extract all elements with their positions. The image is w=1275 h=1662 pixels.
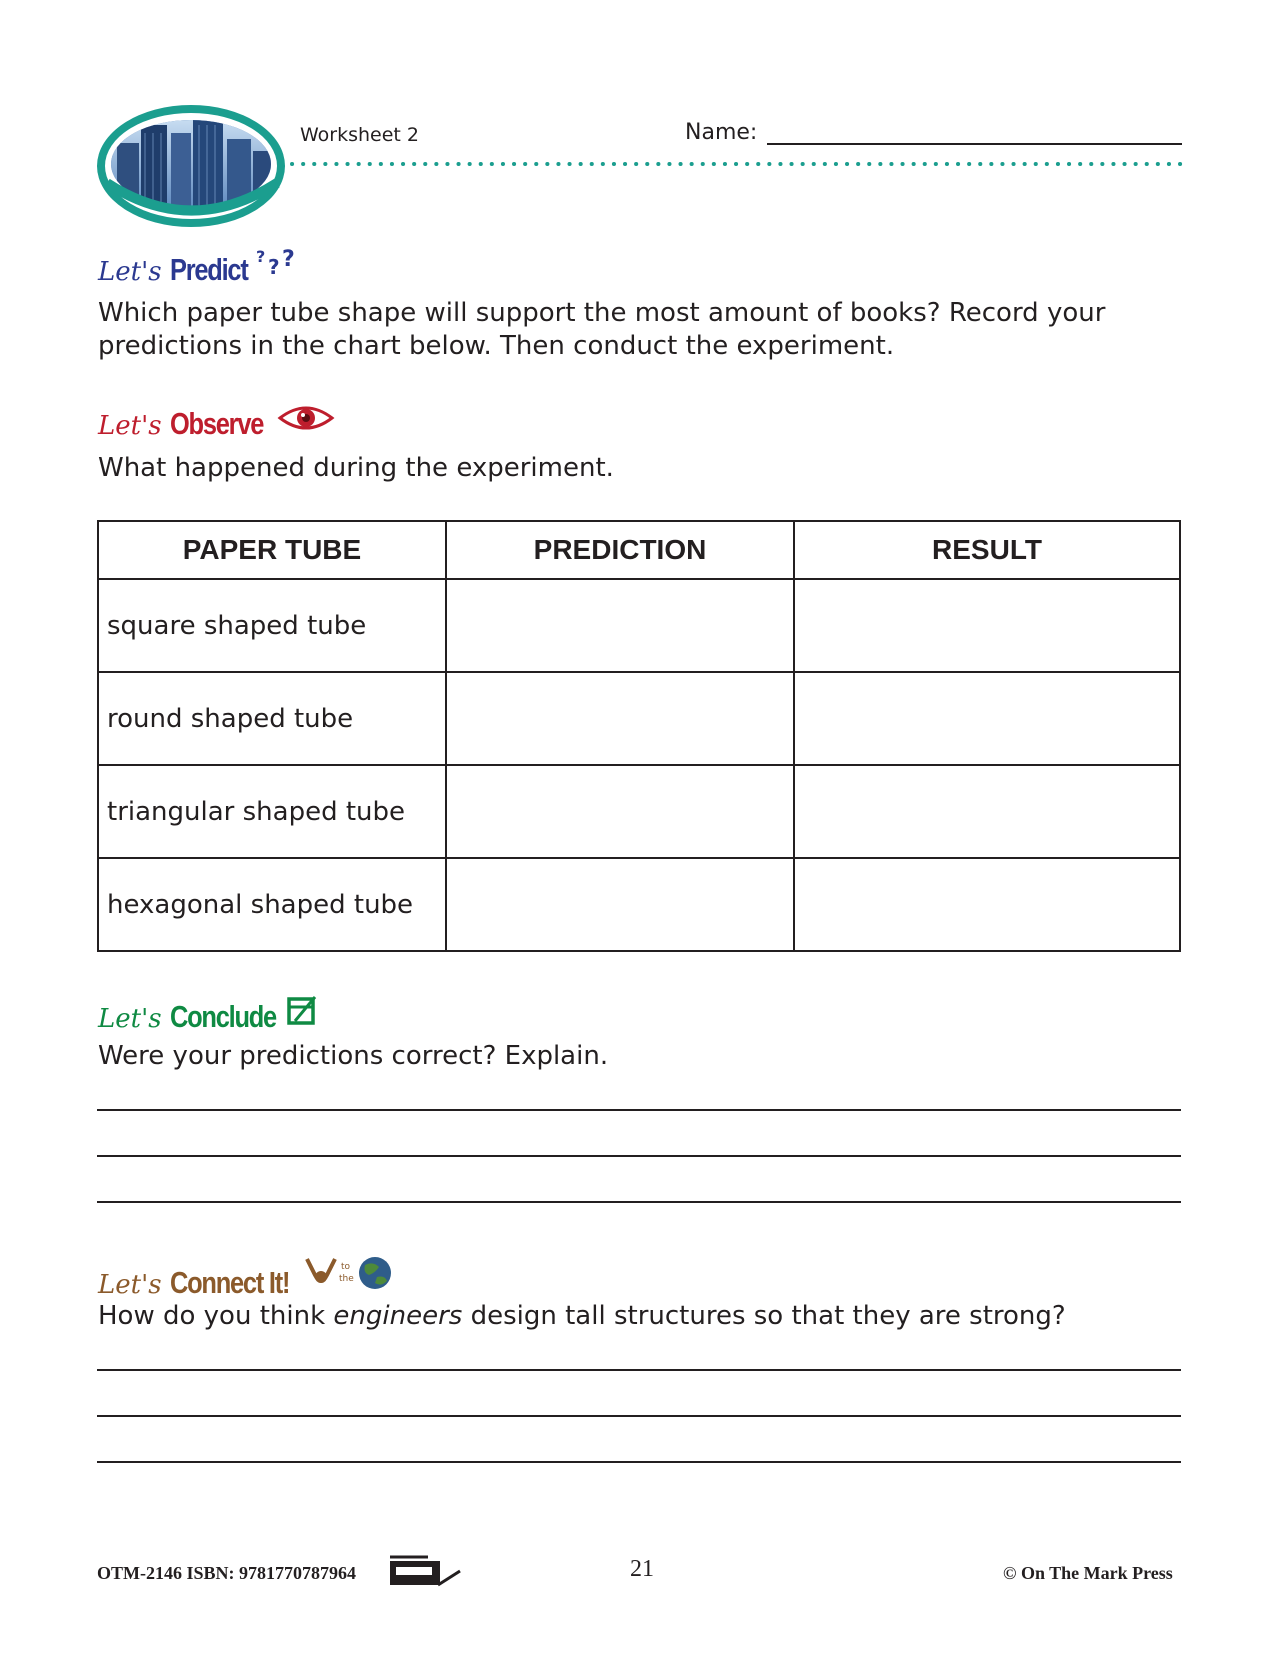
table-row: [98, 858, 1180, 951]
skyscraper-logo-icon: [95, 103, 287, 229]
connect-text-emphasis: engineers: [333, 1301, 463, 1331]
prediction-cell[interactable]: [446, 672, 794, 765]
answer-line[interactable]: [97, 1155, 1181, 1157]
answer-line[interactable]: [97, 1461, 1181, 1463]
book-press-icon: [388, 1555, 463, 1591]
table-row: [98, 672, 1180, 765]
observe-title: Observe: [169, 406, 263, 441]
predict-heading: [98, 244, 296, 288]
page-number: 21: [630, 1556, 654, 1582]
lets-label: Let's: [98, 1004, 162, 1034]
result-cell[interactable]: [794, 672, 1180, 765]
connect-heading: [98, 1253, 399, 1301]
svg-text:?: ?: [282, 247, 295, 272]
prediction-cell[interactable]: [446, 765, 794, 858]
observe-text: What happened during the experiment.: [98, 453, 614, 483]
footer-copyright: © On The Mark Press: [1003, 1563, 1173, 1583]
notepad-icon: [285, 993, 321, 1027]
connect-title: Connect It!: [169, 1265, 289, 1300]
svg-text:?: ?: [268, 255, 280, 279]
to-label: to: [340, 1262, 351, 1272]
result-cell[interactable]: [794, 858, 1180, 951]
conclude-heading: [98, 993, 321, 1035]
answer-line[interactable]: [97, 1109, 1181, 1111]
predict-text: Which paper tube shape will support the most amount of books? Record your predictions in the chart below. Then conduct the experiment.: [98, 298, 1106, 361]
tube-shape-cell: round shaped tube: [98, 672, 446, 765]
result-cell[interactable]: [794, 579, 1180, 672]
connect-text: [98, 1300, 1066, 1333]
answer-line[interactable]: [97, 1415, 1181, 1417]
prediction-cell[interactable]: [446, 579, 794, 672]
results-table: [97, 520, 1181, 952]
lets-label: Let's: [98, 1270, 162, 1300]
dotted-divider: [290, 160, 1185, 168]
question-marks-icon: [254, 244, 296, 280]
observe-heading: [98, 402, 335, 442]
table-header-row: [98, 521, 1180, 579]
eye-icon: [277, 402, 335, 434]
predict-title: Predict: [169, 252, 248, 287]
table-row: [98, 765, 1180, 858]
table-row: [98, 579, 1180, 672]
tube-shape-cell: hexagonal shaped tube: [98, 858, 446, 951]
lets-label: Let's: [98, 257, 162, 287]
the-label: the: [338, 1274, 354, 1284]
worksheet-label: Worksheet 2: [300, 124, 420, 146]
answer-line[interactable]: [97, 1369, 1181, 1371]
connect-text-start: How do you think: [98, 1301, 334, 1331]
connect-text-end: design tall structures so that they are strong?: [462, 1301, 1066, 1331]
prediction-cell[interactable]: [446, 858, 794, 951]
name-label: Name:: [685, 120, 758, 145]
beaker-to-globe-icon: [303, 1253, 399, 1293]
column-header: PREDICTION: [446, 521, 794, 579]
conclude-title: Conclude: [169, 999, 276, 1034]
lets-label: Let's: [98, 411, 162, 441]
column-header: RESULT: [794, 521, 1180, 579]
svg-text:?: ?: [256, 247, 266, 266]
result-cell[interactable]: [794, 765, 1180, 858]
tube-shape-cell: square shaped tube: [98, 579, 446, 672]
name-field[interactable]: [767, 143, 1182, 145]
tube-shape-cell: triangular shaped tube: [98, 765, 446, 858]
footer-isbn: OTM-2146 ISBN: 9781770787964: [97, 1563, 357, 1583]
conclude-text: Were your predictions correct? Explain.: [98, 1041, 609, 1071]
answer-line[interactable]: [97, 1201, 1181, 1203]
column-header: PAPER TUBE: [98, 521, 446, 579]
